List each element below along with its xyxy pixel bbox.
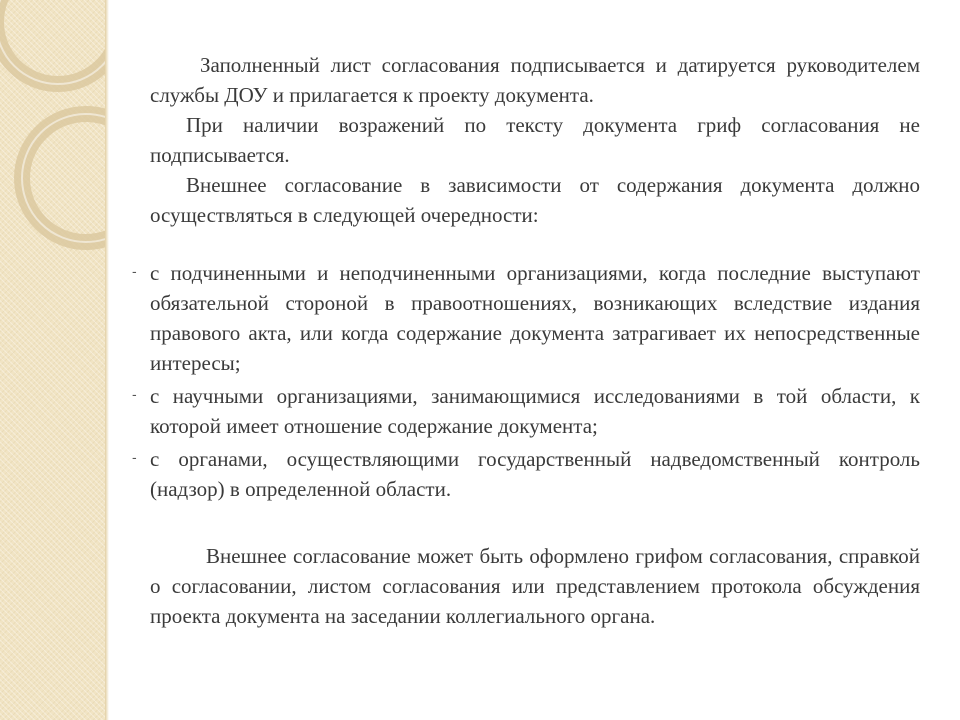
decorative-sidebar xyxy=(0,0,105,720)
approval-order-list xyxy=(132,258,920,504)
slide-content xyxy=(132,50,920,631)
list-item-text: с научными организациями, занимающимися исследованиями в той области, к которой имеет отношение содержание документа; xyxy=(150,384,920,438)
paragraph-signing: Заполненный лист согласования подписывается и датируется руководителем службы ДОУ и прилагается к проекту документа. xyxy=(150,53,920,107)
dash-bullet-icon: - xyxy=(132,263,137,279)
list-item xyxy=(132,444,920,504)
overlapping-rings-icon xyxy=(0,0,105,720)
dash-bullet-icon: - xyxy=(132,386,137,402)
spacer xyxy=(150,507,920,541)
paragraph-external-approval-forms: Внешнее согласование может быть оформлено грифом согласования, справкой о согласовании, листом согласования или представлением протокола обсуждения проекта документа на заседании коллегиального органа. xyxy=(150,544,920,628)
spacer xyxy=(150,230,920,258)
paragraph-external-approval: Внешнее согласование в зависимости от содержания документа должно осуществляться в следующей очередности: xyxy=(150,173,920,227)
dash-bullet-icon: - xyxy=(132,449,137,465)
sidebar-edge-shadow xyxy=(105,0,109,720)
list-item-text: с подчиненными и неподчиненными организациями, когда последние выступают обязательной стороной в правоотношениях, возникающих вследствие издания правового акта, или когда содержание документа затрагивает их непосредственные интересы; xyxy=(150,261,920,375)
paragraph-objections: При наличии возражений по тексту документа гриф согласования не подписывается. xyxy=(150,113,920,167)
list-item xyxy=(132,381,920,441)
list-item xyxy=(132,258,920,378)
list-item-text: с органами, осуществляющими государственный надведомственный контроль (надзор) в определенной области. xyxy=(150,447,920,501)
